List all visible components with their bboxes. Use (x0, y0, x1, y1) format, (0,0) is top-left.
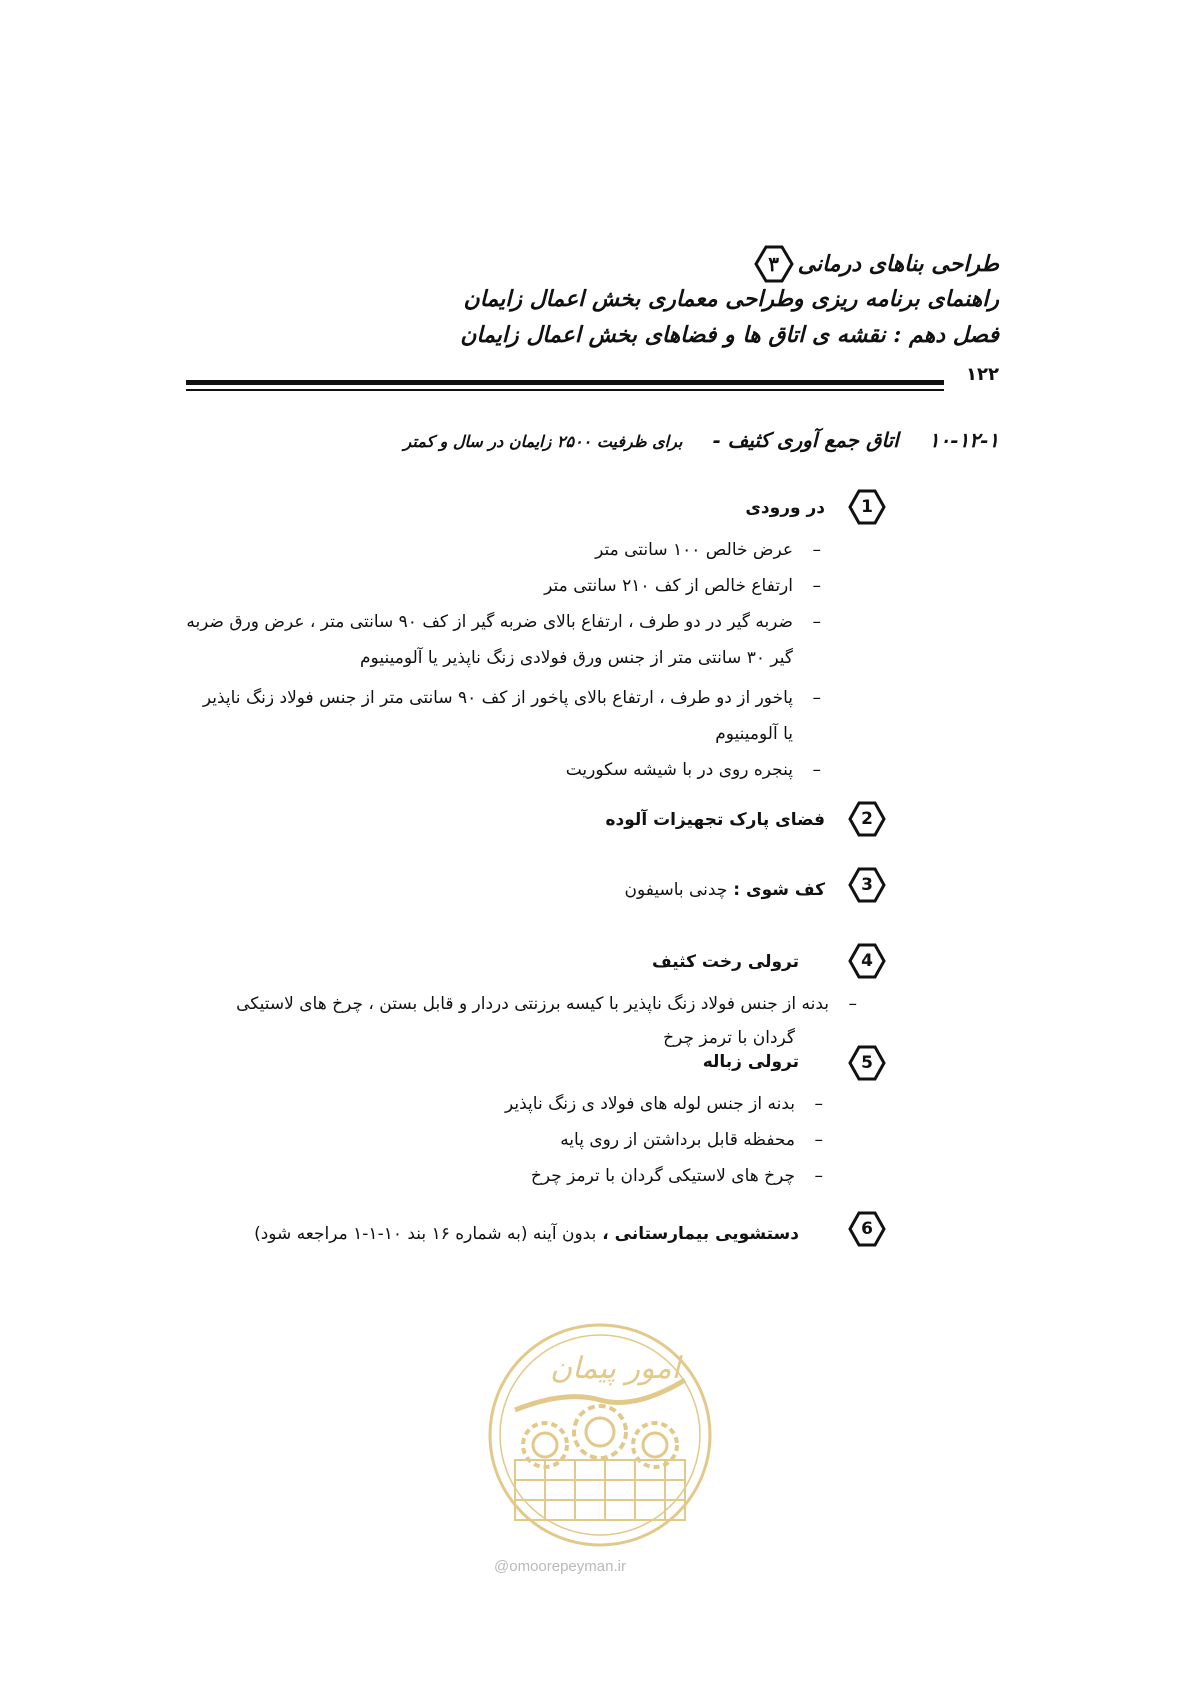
list-item-continuation: گیر ۳۰ سانتی متر از جنس ورق فولادی زنگ ناپذیر یا آلومینیوم (360, 648, 793, 668)
item-title: کف شوی : چدنی باسیفون (624, 880, 825, 900)
header-line-1 (754, 244, 999, 284)
item-number-badge: 6 (848, 1210, 886, 1248)
list-item: – محفظه قابل برداشتن از روی پایه (560, 1122, 795, 1158)
list-item: – بدنه از جنس لوله های فولاد ی زنگ ناپذیر (505, 1086, 795, 1122)
item-number-badge: 5 (848, 1044, 886, 1082)
book-title: طراحی بناهای درمانی (797, 251, 999, 277)
item-title: دستشویی بیمارستانی ، بدون آینه (به شماره ۱۶ بند ۱۰-۱-۱ مراجعه شود) (254, 1224, 799, 1244)
list-item: – پاخور از دو طرف ، ارتفاع بالای پاخور از کف ۹۰ سانتی متر از جنس فولاد زنگ ناپذیر (153, 680, 793, 716)
list-item: – پنجره روی در با شیشه سکوریت (566, 752, 793, 788)
header-rule-thin (186, 389, 944, 391)
seal-text: امور پیمان (550, 1351, 680, 1386)
page-number: ۱۲۲ (966, 364, 999, 385)
list-item: – بدنه از جنس فولاد زنگ ناپذیر با کیسه برزنتی دردار و قابل بستن ، چرخ های لاستیکی (149, 986, 829, 1022)
watermark-seal-icon (485, 1320, 715, 1550)
header-rule (186, 380, 944, 385)
list-item: – چرخ های لاستیکی گردان با ترمز چرخ (531, 1158, 795, 1194)
item-title: فضای پارک تجهیزات آلوده (605, 810, 825, 830)
item-number-badge: 1 (848, 488, 886, 526)
volume-number: ۳ (768, 252, 779, 276)
item-title: ترولی رخت کثیف (652, 952, 799, 972)
item-value: بدون آینه (به شماره ۱۶ بند ۱۰-۱-۱ مراجعه شود) (254, 1224, 597, 1244)
watermark-url: @omoorepeyman.ir (494, 1558, 626, 1575)
volume-badge (754, 244, 794, 284)
section-number: ۱۰-۱۲-۱ (928, 428, 999, 452)
item-number-badge: 4 (848, 942, 886, 980)
section-subtitle: برای ظرفیت ۲۵۰۰ زایمان در سال و کمتر (403, 432, 683, 451)
item-value: چدنی باسیفون (624, 880, 728, 900)
section-heading: اتاق جمع آوری کثیف - (712, 428, 899, 452)
section-title (404, 428, 999, 452)
item-title: در ورودی (745, 498, 825, 518)
list-item: – ارتفاع خالص از کف ۲۱۰ سانتی متر (544, 568, 793, 604)
item-number-badge: 2 (848, 800, 886, 838)
list-item-continuation: گردان با ترمز چرخ (663, 1028, 795, 1048)
header-line-3: فصل دهم : نقشه ی اتاق ها و فضاهای بخش اعمال زایمان (460, 322, 999, 348)
list-item-continuation: یا آلومینیوم (715, 724, 793, 744)
header-line-2: راهنمای برنامه ریزی وطراحی معماری بخش اعمال زایمان (463, 286, 999, 312)
item-title: ترولی زباله (702, 1052, 799, 1072)
list-item: – ضربه گیر در دو طرف ، ارتفاع بالای ضربه گیر از کف ۹۰ سانتی متر ، عرض ورق ضربه (153, 604, 793, 640)
item-number-badge: 3 (848, 866, 886, 904)
list-item: – عرض خالص ۱۰۰ سانتی متر (595, 532, 793, 568)
